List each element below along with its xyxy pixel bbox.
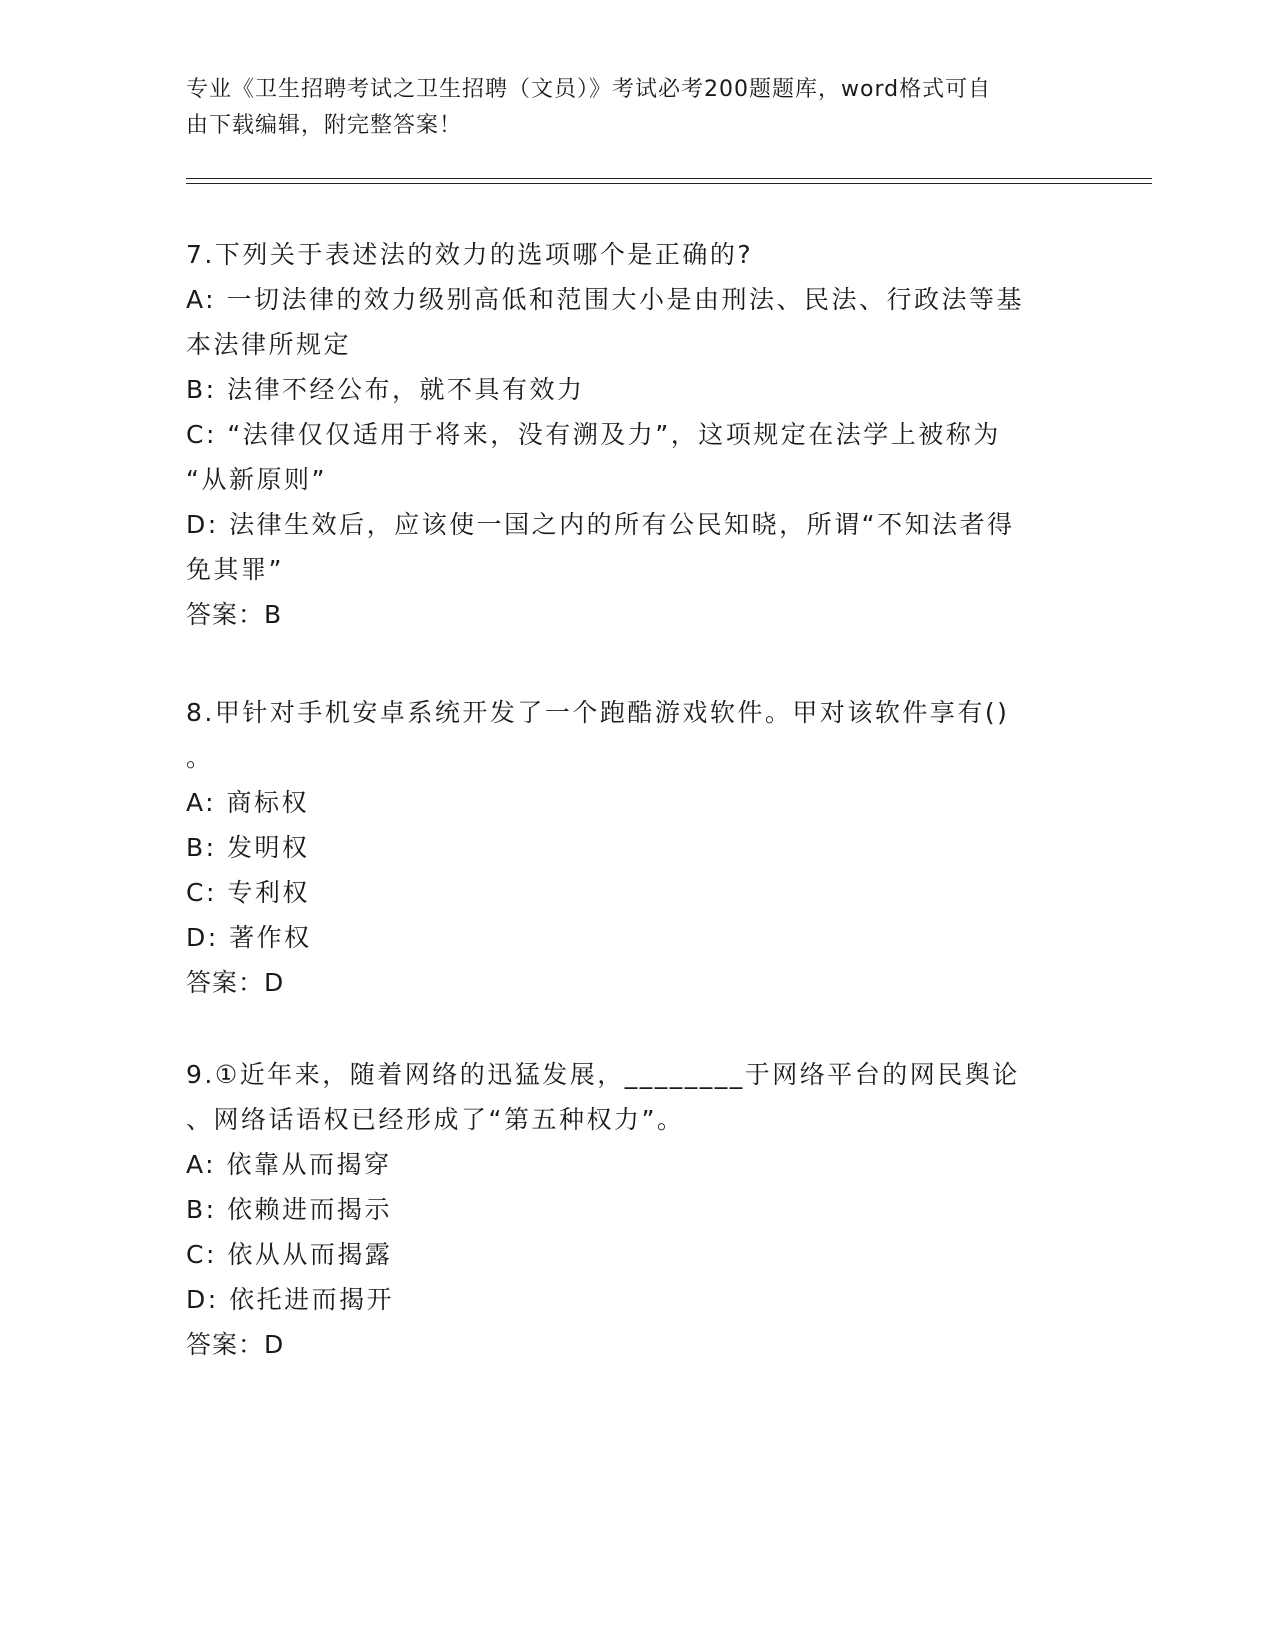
- option-c-continued: “从新原则”: [186, 465, 327, 494]
- question-8: [186, 690, 1076, 1005]
- question-stem: 9.①近年来，随着网络的迅猛发展，________于网络平台的网民舆论: [186, 1060, 1020, 1089]
- question-stem-continued: 。: [186, 743, 214, 772]
- option-b: B: 发明权: [186, 833, 310, 862]
- answer-line: 答案：D: [186, 1330, 285, 1359]
- option-d-continued: 免其罪”: [186, 555, 284, 584]
- option-b: B: 法律不经公布，就不具有效力: [186, 375, 585, 404]
- option-a: A: 一切法律的效力级别高低和范围大小是由刑法、民法、行政法等基: [186, 285, 1025, 314]
- option-b: B: 依赖进而揭示: [186, 1195, 393, 1224]
- option-d: D: 著作权: [186, 923, 312, 952]
- header-line-1: 专业《卫生招聘考试之卫生招聘（文员）》考试必考200题题库，word格式可自: [186, 77, 992, 102]
- question-7: [186, 232, 1076, 637]
- option-c: C: 依从从而揭露: [186, 1240, 393, 1269]
- option-a: A: 依靠从而揭穿: [186, 1150, 392, 1179]
- header-double-rule: [186, 178, 1152, 184]
- question-stem: 7.下列关于表述法的效力的选项哪个是正确的?: [186, 240, 754, 269]
- option-c: C: 专利权: [186, 878, 310, 907]
- answer-line: 答案：B: [186, 600, 283, 629]
- option-c: C: “法律仅仅适用于将来，没有溯及力”，这项规定在法学上被称为: [186, 420, 1001, 449]
- header-line-2: 由下载编辑，附完整答案！: [186, 113, 463, 138]
- question-9: [186, 1052, 1076, 1367]
- question-stem: 8.甲针对手机安卓系统开发了一个跑酷游戏软件。甲对该软件享有(): [186, 698, 1010, 727]
- answer-line: 答案：D: [186, 968, 285, 997]
- question-stem-continued: 、网络话语权已经形成了“第五种权力”。: [186, 1105, 685, 1134]
- option-a: A: 商标权: [186, 788, 310, 817]
- option-d: D: 依托进而揭开: [186, 1285, 395, 1314]
- document-header: [186, 72, 1066, 144]
- option-d: D: 法律生效后，应该使一国之内的所有公民知晓，所谓“不知法者得: [186, 510, 1015, 539]
- option-a-continued: 本法律所规定: [186, 330, 352, 359]
